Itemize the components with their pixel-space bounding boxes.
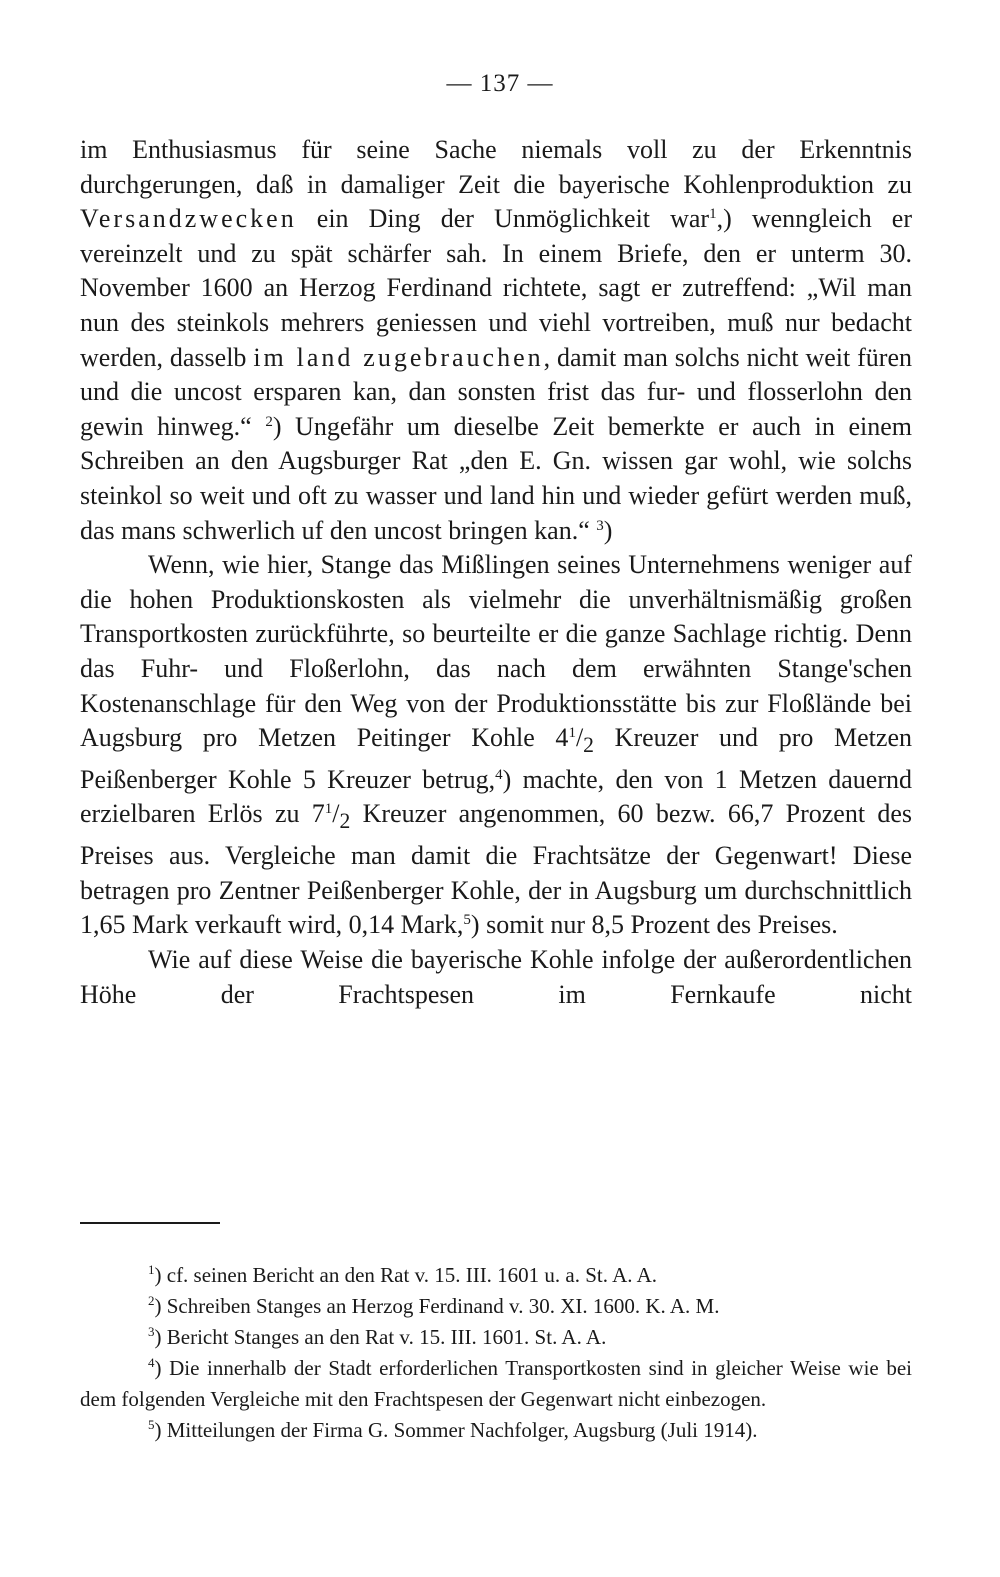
footnote-text: ) cf. seinen Bericht an den Rat v. 15. III. 1601 u. a. St. A. A. [154,1263,658,1287]
footnote [80,1415,912,1446]
text-run: ein Ding der Unmöglichkeit war [296,204,710,234]
text-run: Wenn, wie hier, Stange das Mißlingen seines Unternehmens weniger auf die hohen Produktionskosten als vielmehr die unverhältnismäßig großen Transportkosten zurückführte, so beurteilte er die ganze Sachlage richtig. Denn das Fuhr- und Floßerlohn, das nach dem erwähnten Stange'schen Kostenanschlage für den Weg von der Produktionsstätte bis zur Floßlände bei Augsburg pro Metzen Peitinger Kohle 4 [80,550,912,753]
paragraph [80,548,912,943]
fraction-denominator: 2 [339,809,351,834]
body-text [80,133,912,1012]
paragraph [80,133,912,548]
footnote [80,1260,912,1291]
page-number: — 137 — [446,70,554,97]
text-run: Wie auf diese Weise die bayerische Kohle infolge der außerordentlichen Höhe der Frachtspesen im Fernkaufe nicht [80,945,912,1009]
text-run: , damit man solchs nicht weit füren und die uncost ersparen kan, dan sonsten frist das fur- und flosserlohn den gewin hinweg.“ [80,342,912,441]
footnote-text: ) Mitteilungen der Firma G. Sommer Nachfolger, Augsburg (Juli 1914). [154,1418,758,1442]
footnote-text: ) Schreiben Stanges an Herzog Ferdinand v. 30. XI. 1600. K. A. M. [154,1294,720,1318]
footnote [80,1291,912,1322]
footnote-number: 2 [148,1293,155,1308]
footnote-ref: 5 [463,912,471,929]
emphasized-text: im land zugebrauchen [253,342,544,372]
footnote-ref: 1 [568,725,576,742]
text-run: ,) wenngleich er vereinzelt und zu spät schärfer sah. In einem Briefe, den er unterm 30. November 1600 an Herzog Ferdinand richtete, sagt er zutreffend: „Wil man nun des steinkols mehrers geniessen und viehl vortreiben, muß nur bedacht werden, dasselb [80,204,912,372]
footnote-text: ) Die innerhalb der Stadt erforderlichen Transportkosten sind in gleicher Weise wie bei dem folgenden Vergleiche mit den Frachtspesen der Gegenwart nicht einbezogen. [80,1356,912,1411]
footnote-ref: 1 [709,206,717,223]
footnotes [80,1260,912,1446]
text-run: ) machte, den von 1 Metzen dauernd erzielbaren Erlös zu 7 [80,764,913,829]
text-run: Kreuzer und pro Metzen Peißenberger Kohle 5 Kreuzer betrug, [80,723,912,794]
text-run: ) [603,515,613,545]
emphasized-text: Versandzwecken [80,204,297,234]
text-run: ) Ungefähr um dieselbe Zeit bemerkte er auch in einem Schreiben an den Augsburger Rat „den E. Gn. wissen gar wohl, wie solchs steinkol so weit und oft zu wasser und land hin und wieder gefürt werden muß, das mans schwerlich uf den uncost bringen kan.“ [80,411,912,545]
text-run: ) somit nur 8,5 Prozent des Preises. [470,910,838,940]
text-run: Kreuzer angenommen, 60 bezw. 66,7 Prozent des Preises aus. Vergleiche man damit die Frachtsätze der Gegenwart! Diese betragen pro Zentner Peißenberger Kohle, der in Augsburg um durchschnittlich 1,65 Mark verkauft wird, 0,14 Mark, [80,799,912,940]
paragraph [80,943,912,1012]
footnote-ref: 1 [324,801,333,818]
footnote-number: 1 [148,1262,155,1277]
text-run: im Enthusiasmus für seine Sache niemals voll zu der Erkenntnis durchgerungen, daß in damaliger Zeit die bayerische Kohlenproduktion zu [80,135,912,199]
footnote-number: 4 [148,1355,155,1370]
footnote-ref: 4 [495,766,503,783]
footnote-ref: 3 [596,517,604,534]
footnote-ref: 2 [265,413,273,430]
footnote [80,1353,912,1415]
footnote-number: 5 [148,1417,155,1432]
footnote-number: 3 [148,1324,155,1339]
footnote-separator [80,1222,220,1224]
text-run: / [575,723,584,753]
footnote-text: ) Bericht Stanges an den Rat v. 15. III. 1601. St. A. A. [154,1325,607,1349]
text-run: / [332,799,340,829]
fraction-denominator: 2 [583,733,594,758]
footnote [80,1322,912,1353]
